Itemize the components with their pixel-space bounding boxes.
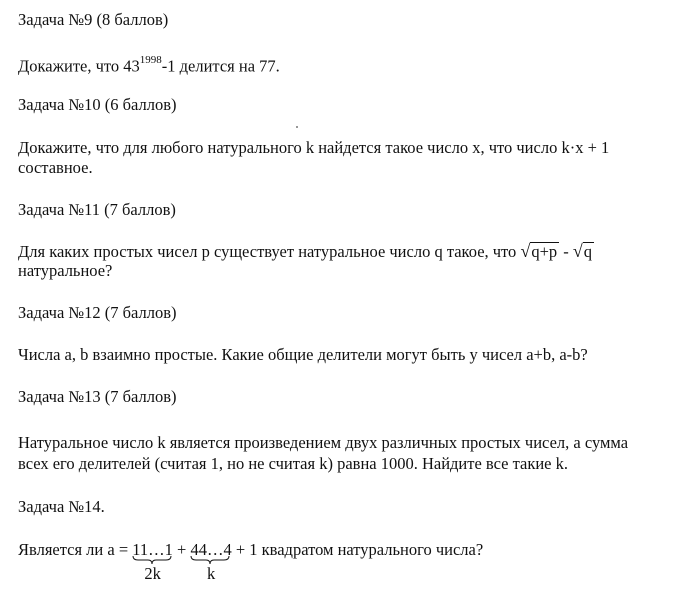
task-11-line-2: натуральное? — [18, 261, 113, 280]
task-14-group-fours — [190, 540, 232, 583]
task-11-title: Задача №11 (7 баллов) — [18, 200, 176, 219]
scan-speck — [296, 126, 298, 128]
task-12-line-1: Числа a, b взаимно простые. Какие общие делители могут быть у чисел a+b, a-b? — [18, 345, 588, 364]
radicand-q: q — [583, 242, 593, 261]
task-10-line-1: Докажите, что для любого натурального k найдется такое число x, что число k·x + 1 — [18, 138, 610, 157]
radical-q — [573, 240, 594, 262]
task-14-group-ones-digits: 11…1 — [132, 540, 173, 559]
task-13-line-1: Натуральное число k является произведением двух различных простых чисел, а сумма — [18, 433, 629, 452]
task-13-line-2: всех его делителей (считая 1, но не считая k) равна 1000. Найдите все такие k. — [18, 454, 568, 473]
radical-sign-1: √ — [520, 241, 531, 261]
task-14-group-fours-digits: 44…4 — [190, 540, 232, 559]
task-10-line-2: составное. — [18, 158, 93, 177]
task-14-plus: + — [172, 540, 191, 559]
task-11-line-1-prefix: Для каких простых чисел p существует натуральное число q такое, что — [18, 242, 521, 261]
task-9-title: Задача №9 (8 баллов) — [18, 10, 169, 29]
task-10-title: Задача №10 (6 баллов) — [18, 95, 177, 114]
task-14-group-ones-count: 2k — [144, 564, 161, 583]
task-14-title: Задача №14. — [18, 497, 105, 516]
task-11-line-1 — [18, 240, 594, 262]
task-13-title: Задача №13 (7 баллов) — [18, 387, 177, 406]
task-9-text-suffix: -1 делится на 77. — [161, 56, 280, 76]
task-14-line-1 — [18, 540, 484, 583]
task-14-group-fours-count: k — [206, 564, 216, 583]
task-9-text-prefix: Докажите, что 43 — [18, 56, 140, 76]
task-9-text — [18, 52, 280, 77]
task-14-suffix: + 1 квадратом натурального числа? — [231, 540, 484, 559]
task-14-prefix: Является ли a = — [18, 540, 133, 559]
task-14-group-ones — [132, 540, 173, 583]
radicand-q-plus-p: q+p — [531, 242, 558, 261]
task-12-title: Задача №12 (7 баллов) — [18, 303, 177, 322]
radical-q-plus-p — [520, 240, 559, 262]
task-9-exponent: 1998 — [139, 54, 162, 66]
radical-sign-2: √ — [572, 241, 583, 261]
task-11-minus: - — [559, 242, 573, 261]
